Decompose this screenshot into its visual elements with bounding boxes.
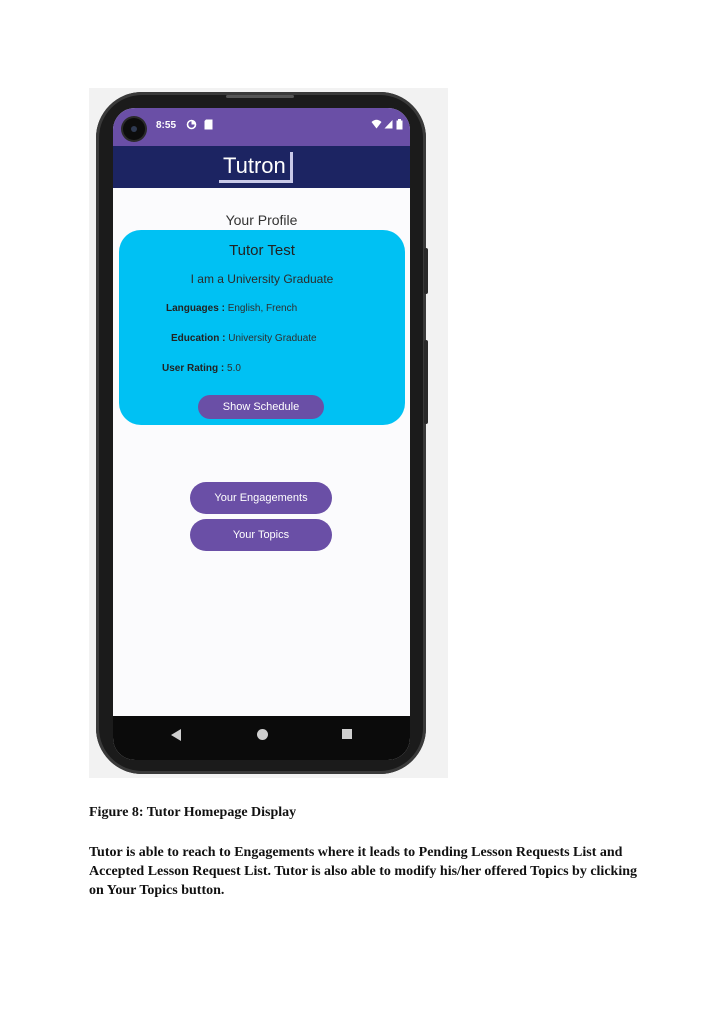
body-paragraph: Tutor is able to reach to Engagements where it leads to Pending Lesson Requests List and Accepted Lesson Request List. Tutor is also able to modify his/her offered Topics by clicking on Your Topics button. <box>89 845 637 898</box>
rating-value: 5.0 <box>227 363 241 374</box>
app-bar <box>113 146 410 188</box>
rating-label: User Rating : <box>162 363 225 374</box>
profile-section-title: Your Profile <box>225 212 298 228</box>
your-engagements-button[interactable]: Your Engagements <box>190 482 332 514</box>
education-value: University Graduate <box>228 333 317 344</box>
figure-caption: Figure 8: Tutor Homepage Display <box>89 805 297 820</box>
tutor-description: I am a University Graduate <box>190 272 334 286</box>
languages-value: English, French <box>227 303 298 314</box>
app-logo: Tutron <box>219 152 293 183</box>
power-button <box>424 248 428 294</box>
profile-card <box>119 230 405 425</box>
education-row <box>171 333 317 344</box>
show-schedule-button[interactable]: Show Schedule <box>198 395 324 419</box>
your-topics-button[interactable]: Your Topics <box>190 519 332 551</box>
main-content <box>113 188 410 716</box>
volume-button <box>424 340 428 424</box>
rating-row <box>162 363 241 374</box>
battery-icon <box>396 119 403 134</box>
front-camera <box>123 118 145 140</box>
navigation-bar <box>113 716 410 760</box>
tutor-name: Tutor Test <box>229 242 295 259</box>
phone-screen <box>113 108 410 760</box>
data-saver-icon <box>186 119 197 134</box>
sd-card-icon <box>204 119 213 134</box>
education-label: Education : <box>171 333 226 344</box>
home-icon[interactable] <box>257 729 268 740</box>
back-icon[interactable] <box>171 729 181 741</box>
languages-label: Languages : <box>166 303 225 314</box>
earpiece-speaker <box>226 95 294 98</box>
recents-icon[interactable] <box>342 729 352 739</box>
languages-row <box>166 303 297 314</box>
status-time: 8:55 <box>156 120 177 131</box>
status-bar <box>113 108 410 146</box>
signal-icon <box>384 119 393 133</box>
wifi-icon <box>371 119 382 133</box>
